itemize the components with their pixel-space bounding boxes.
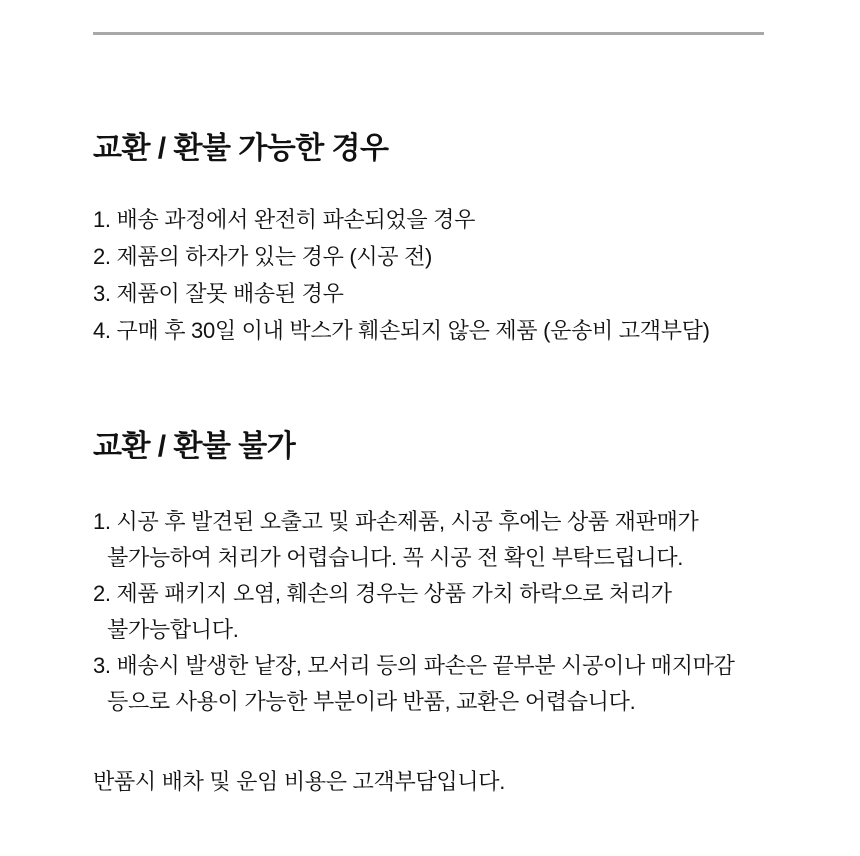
list-item: 4. 구매 후 30일 이내 박스가 훼손되지 않은 제품 (운송비 고객부담) bbox=[93, 318, 710, 343]
section-divider bbox=[93, 32, 764, 35]
exchange-impossible-title: 교환 / 환불 불가 bbox=[93, 430, 296, 463]
exchange-possible-title: 교환 / 환불 가능한 경우 bbox=[93, 132, 389, 165]
list-item-continuation: 불가능합니다. bbox=[107, 617, 239, 642]
list-item: 1. 시공 후 발견된 오출고 및 파손제품, 시공 후에는 상품 재판매가 bbox=[93, 509, 699, 534]
list-item: 3. 제품이 잘못 배송된 경우 bbox=[93, 281, 344, 306]
list-item: 2. 제품의 하자가 있는 경우 (시공 전) bbox=[93, 244, 433, 269]
exchange-possible-list bbox=[93, 201, 767, 349]
list-item-continuation: 불가능하여 처리가 어렵습니다. 꼭 시공 전 확인 부탁드립니다. bbox=[107, 545, 684, 570]
list-item-continuation: 등으로 사용이 가능한 부분이라 반품, 교환은 어렵습니다. bbox=[107, 689, 636, 714]
list-item: 3. 배송시 발생한 낱장, 모서리 등의 파손은 끝부분 시공이나 매지마감 bbox=[93, 653, 735, 678]
exchange-impossible-list bbox=[93, 504, 767, 720]
return-cost-note: 반품시 배차 및 운임 비용은 고객부담입니다. bbox=[93, 769, 506, 794]
list-item: 2. 제품 패키지 오염, 훼손의 경우는 상품 가치 하락으로 처리가 bbox=[93, 581, 672, 606]
list-item: 1. 배송 과정에서 완전히 파손되었을 경우 bbox=[93, 207, 476, 232]
